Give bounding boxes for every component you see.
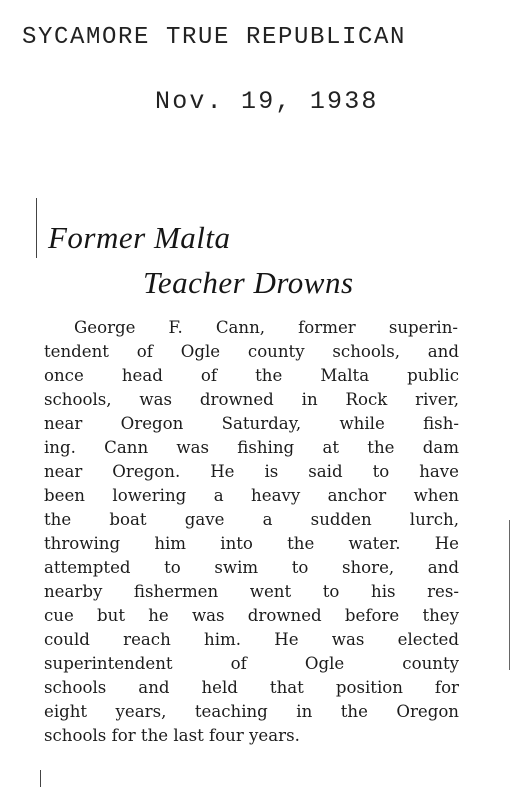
article-line: the boat gave a sudden lurch,	[44, 510, 459, 529]
article-line: eight years, teaching in the Oregon	[44, 702, 459, 721]
publication-date: Nov. 19, 1938	[155, 87, 379, 116]
article-line: tendent of Ogle county schools, and	[44, 342, 459, 361]
article-line: nearby fishermen went to his res-	[44, 582, 459, 601]
article-line: schools and held that position for	[44, 678, 459, 697]
article-line: schools for the last four years.	[44, 726, 300, 745]
article-line: throwing him into the water. He	[44, 534, 459, 553]
article-line: schools, was drowned in Rock river,	[44, 390, 459, 409]
article-line: cue but he was drowned before they	[44, 606, 459, 625]
headline-line-2: Teacher Drowns	[143, 265, 354, 300]
article-line: near Oregon Saturday, while fish-	[44, 414, 459, 433]
article-line: George F. Cann, former superin-	[74, 318, 458, 337]
article-line: superintendent of Ogle county	[44, 654, 459, 673]
article-line: could reach him. He was elected	[44, 630, 459, 649]
headline-line-1: Former Malta	[48, 220, 231, 255]
article-line: ing. Cann was fishing at the dam	[44, 438, 459, 457]
article-line: near Oregon. He is said to have	[44, 462, 459, 481]
newspaper-name: SYCAMORE TRUE REPUBLICAN	[22, 24, 407, 51]
article-line: attempted to swim to shore, and	[44, 558, 459, 577]
clipping-left-rule-bottom	[40, 770, 41, 787]
article-line: once head of the Malta public	[44, 366, 459, 385]
clipping-left-rule	[36, 198, 37, 258]
column-divider-rule	[509, 520, 510, 670]
article-line: been lowering a heavy anchor when	[44, 486, 459, 505]
